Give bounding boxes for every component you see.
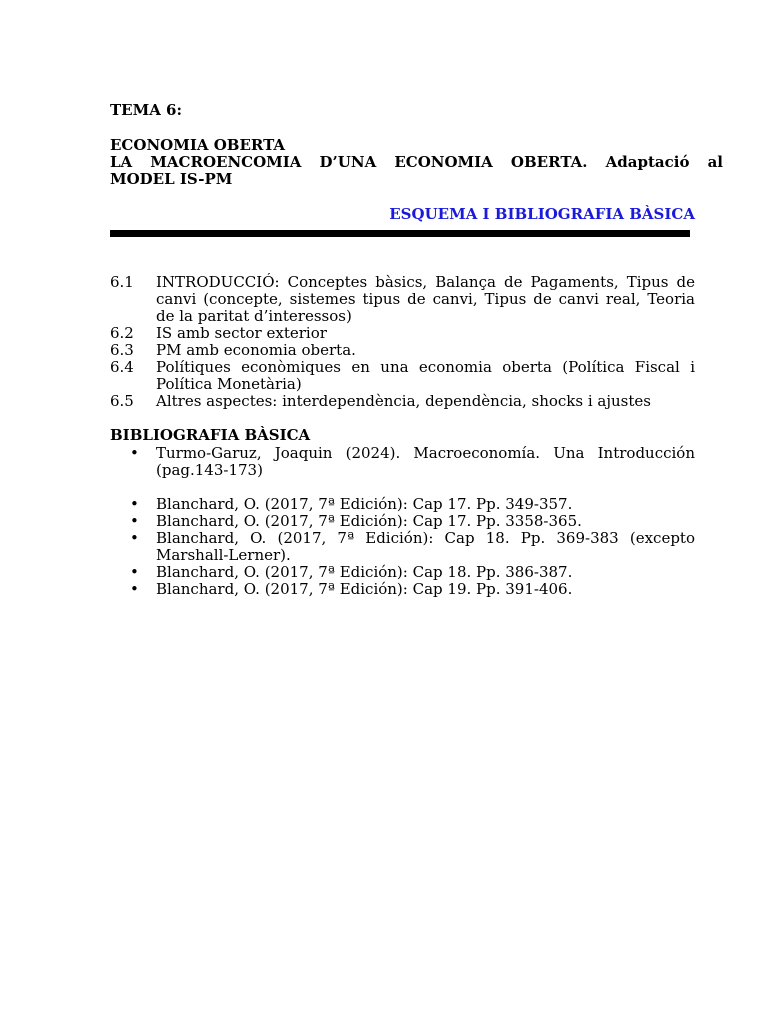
bullet-icon: • xyxy=(130,580,139,598)
bibliography-text: Blanchard, O. (2017, 7ª Edición): Cap 18. Pp. 386-387. xyxy=(156,563,573,581)
outline-text: INTRODUCCIÓ: Conceptes bàsics, Balança de Pagaments, Tipus de canvi (concepte, sistemes tipus de canvi, Tipus de canvi real, Teoria de la paritat d’interessos) xyxy=(156,273,695,325)
bibliography-item xyxy=(110,445,695,479)
outline-number: 6.1 xyxy=(110,273,134,291)
bibliography-item xyxy=(110,564,695,581)
bullet-icon: • xyxy=(130,495,139,513)
outline-list xyxy=(110,274,695,410)
topic-heading xyxy=(110,137,723,188)
outline-item xyxy=(110,325,695,342)
bibliography-text: Blanchard, O. (2017, 7ª Edición): Cap 18. Pp. 369-383 (excepto Marshall-Lerner). xyxy=(156,529,695,564)
horizontal-rule xyxy=(110,230,690,237)
bibliography-item xyxy=(110,581,695,598)
bibliography-text: Blanchard, O. (2017, 7ª Edición): Cap 17. Pp. 349-357. xyxy=(156,495,573,513)
bullet-icon: • xyxy=(130,529,139,547)
bibliography-text: Blanchard, O. (2017, 7ª Edición): Cap 19. Pp. 391-406. xyxy=(156,580,573,598)
bibliography-item xyxy=(110,513,695,530)
bullet-icon: • xyxy=(130,512,139,530)
bibliography-item xyxy=(110,530,695,564)
outline-text: Altres aspectes: interdependència, dependència, shocks i ajustes xyxy=(156,392,651,410)
heading-line-3: MODEL IS-PM xyxy=(110,170,233,188)
bibliography-list xyxy=(110,445,695,598)
heading-line-1: ECONOMIA OBERTA xyxy=(110,136,286,154)
outline-number: 6.4 xyxy=(110,358,134,376)
outline-item xyxy=(110,359,695,393)
outline-item xyxy=(110,342,695,359)
heading-line-2: LA MACROENCOMIA D’UNA ECONOMIA OBERTA. Adaptació al xyxy=(110,153,723,171)
bibliography-title: BIBLIOGRAFIA BÀSICA xyxy=(110,426,311,444)
esquema-subtitle: ESQUEMA I BIBLIOGRAFIA BÀSICA xyxy=(389,205,695,223)
bullet-icon: • xyxy=(130,444,139,462)
tema-title: TEMA 6: xyxy=(110,101,183,119)
outline-text: Polítiques econòmiques en una economia oberta (Política Fiscal i Política Monetària) xyxy=(156,358,695,393)
bullet-icon: • xyxy=(130,563,139,581)
bibliography-text: Blanchard, O. (2017, 7ª Edición): Cap 17. Pp. 3358-365. xyxy=(156,512,582,530)
outline-number: 6.5 xyxy=(110,392,134,410)
outline-text: IS amb sector exterior xyxy=(156,324,327,342)
outline-text: PM amb economia oberta. xyxy=(156,341,356,359)
bibliography-text: Turmo-Garuz, Joaquin (2024). Macroeconomía. Una Introducción (pag.143-173) xyxy=(156,444,695,479)
outline-item xyxy=(110,393,695,410)
bibliography-item xyxy=(110,496,695,513)
outline-item xyxy=(110,274,695,325)
outline-number: 6.3 xyxy=(110,341,134,359)
outline-number: 6.2 xyxy=(110,324,134,342)
